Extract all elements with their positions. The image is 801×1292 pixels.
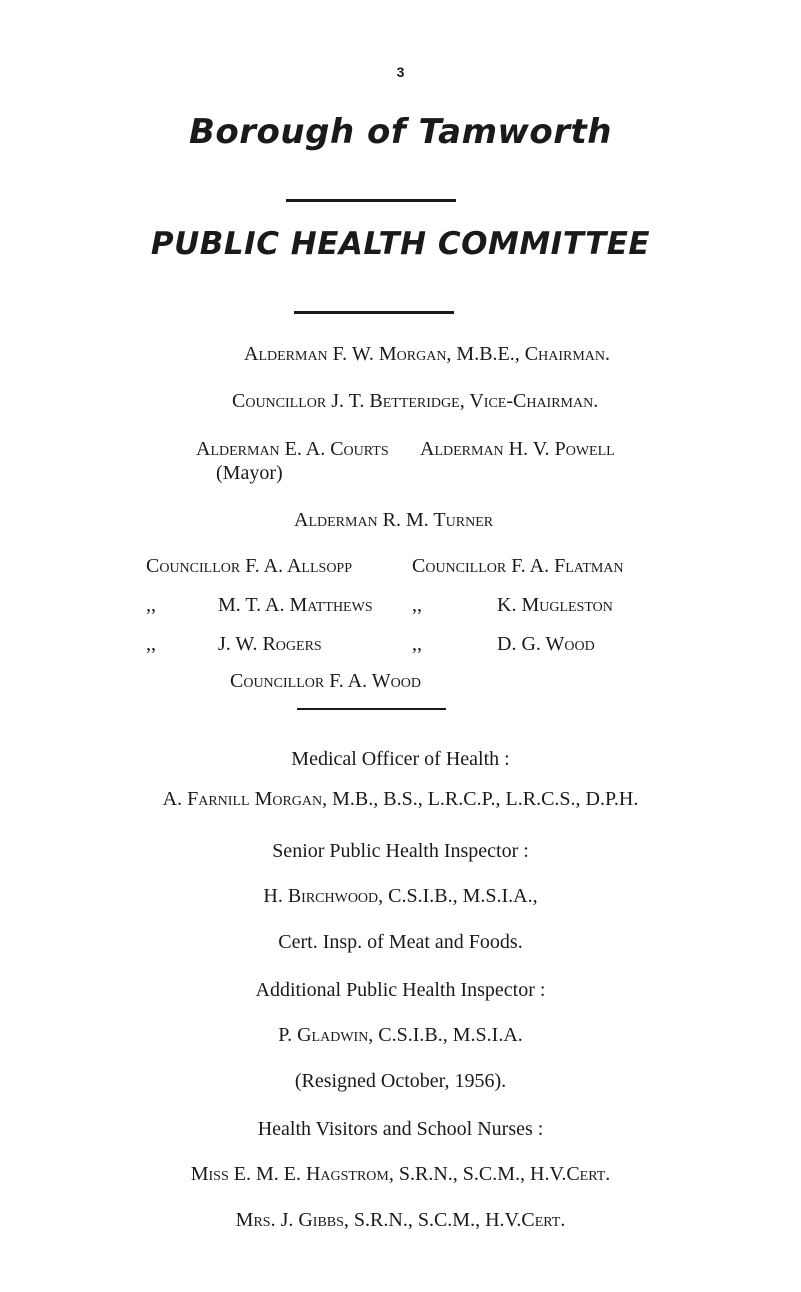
sphi-name: H. Birchwood, C.S.I.B., M.S.I.A., xyxy=(263,885,538,907)
sphi-cert: Cert. Insp. of Meat and Foods. xyxy=(278,931,523,953)
ditto-mark: ,, xyxy=(146,633,156,655)
moh-name: A. Farnill Morgan, M.B., B.S., L.R.C.P., L.R.C.S., D.P.H. xyxy=(162,788,639,810)
ditto-mark: ,, xyxy=(412,633,422,655)
hv-title: Health Visitors and School Nurses : xyxy=(257,1118,544,1140)
aphi-note: (Resigned October, 1956). xyxy=(294,1070,507,1092)
divider-top xyxy=(286,199,456,202)
page-number: 3 xyxy=(396,64,405,80)
divider-bottom xyxy=(297,708,446,710)
hv-name-gibbs: Mrs. J. Gibbs, S.R.N., S.C.M., H.V.Cert. xyxy=(235,1209,566,1231)
member-matthews: M. T. A. Matthews xyxy=(218,594,373,616)
member-alderman-turner: Alderman R. M. Turner xyxy=(294,509,494,531)
sphi-title: Senior Public Health Inspector : xyxy=(272,840,529,862)
divider-middle xyxy=(294,311,454,314)
member-mayor-note: (Mayor) xyxy=(216,462,283,484)
member-wood-dg: D. G. Wood xyxy=(497,633,595,655)
moh-title: Medical Officer of Health : xyxy=(291,748,510,770)
member-councillor-allsopp: Councillor F. A. Allsopp xyxy=(146,555,352,577)
member-councillor-flatman: Councillor F. A. Flatman xyxy=(412,555,624,577)
member-vice-chairman: Councillor J. T. Betteridge, Vice-Chairman. xyxy=(232,390,599,412)
aphi-name: P. Gladwin, C.S.I.B., M.S.I.A. xyxy=(278,1024,523,1046)
member-rogers: J. W. Rogers xyxy=(218,633,322,655)
aphi-title: Additional Public Health Inspector : xyxy=(255,979,546,1001)
member-chairman: Alderman F. W. Morgan, M.B.E., Chairman. xyxy=(244,343,610,365)
member-mugleston: K. Mugleston xyxy=(497,594,613,616)
ditto-mark: ,, xyxy=(146,594,156,616)
page-title: Borough of Tamworth xyxy=(189,112,612,152)
member-alderman-powell: Alderman H. V. Powell xyxy=(420,438,615,460)
ditto-mark: ,, xyxy=(412,594,422,616)
member-alderman-courts: Alderman E. A. Courts xyxy=(196,438,389,460)
committee-title: PUBLIC HEALTH COMMITTEE xyxy=(150,226,651,262)
hv-name-hagstrom: Miss E. M. E. Hagstrom, S.R.N., S.C.M., H.V.Cert. xyxy=(190,1163,611,1185)
member-councillor-wood: Councillor F. A. Wood xyxy=(230,670,421,692)
